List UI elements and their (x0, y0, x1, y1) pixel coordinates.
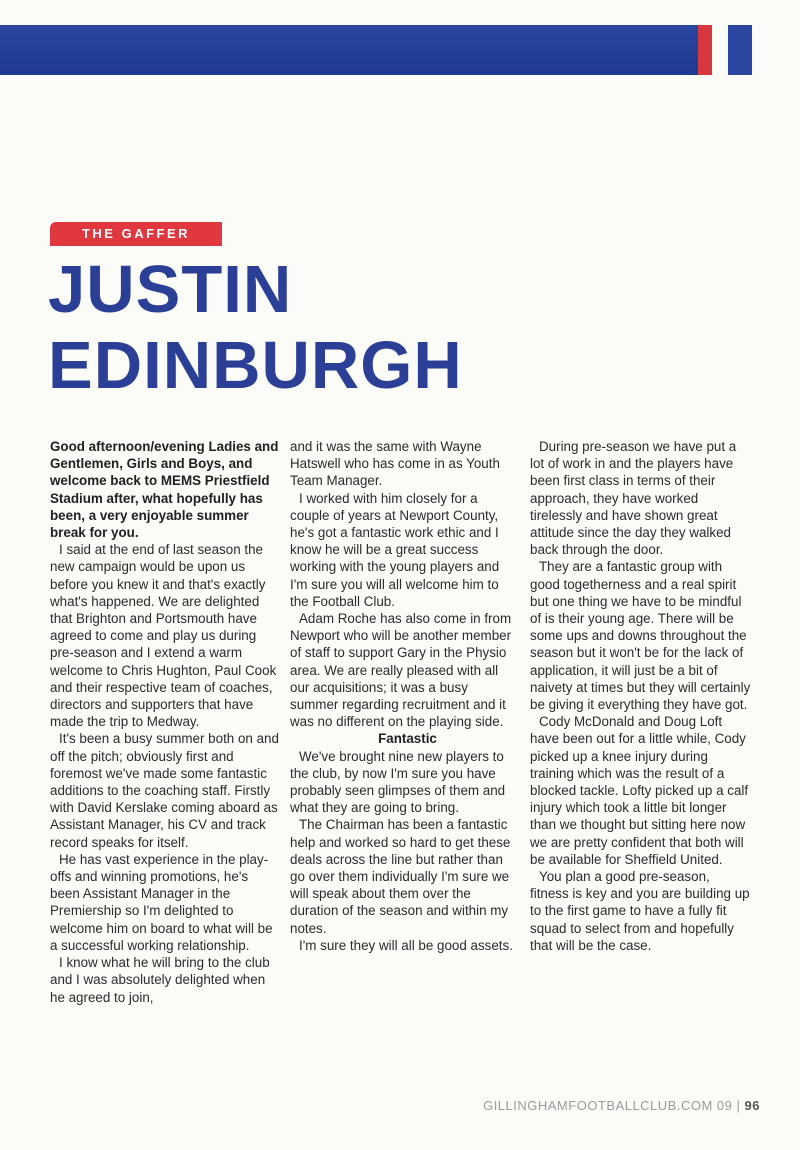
paragraph: I worked with him closely for a couple of years at Newport County, he's got a fantastic work ethic and I know he will be a great success working with the young players and I'm sure you will all welcome him to the Football Club. (290, 490, 500, 609)
band-gap (712, 25, 728, 75)
lead-paragraph: Good afternoon/evening Ladies and Gentlemen, Girls and Boys, and welcome back to MEMS Priestfield Stadium after, what hopefully has been, a very enjoyable summer break for you. (50, 439, 279, 541)
paragraph: We've brought nine new players to the club, by now I'm sure you have probably seen glimpses of them and what they are going to bring. (290, 748, 506, 816)
paragraph: During pre-season we have put a lot of work in and the players have been first class in terms of their approach, they have worked tirelessly and have shown great attitude since the day they walked back through the door. (530, 439, 737, 558)
article-column-3 (530, 438, 752, 954)
paragraph: They are a fantastic group with good togetherness and a real spirit but one thing we have to be mindful of is their young age. There will be some ups and downs throughout the season but it won't be for the lack of application, it will just be a bit of naivety at times but they will certainly be giving it everything they have got. (530, 559, 751, 713)
paragraph: I know what he will bring to the club and I was absolutely delighted when he agreed to join, (50, 955, 270, 1005)
paragraph: and it was the same with Wayne Hatswell who has come in as Youth Team Manager. (290, 439, 500, 489)
paragraph: Cody McDonald and Doug Loft have been out for a little while, Cody picked up a knee injury during training which was the result of a blocked tackle. Lofty picked up a calf injury which took a little bit longer than we thought but sitting here now we are pretty confident that both will be available for Sheffield United. (530, 714, 749, 867)
paragraph: The Chairman has been a fantastic help and worked so hard to get these deals across the line but rather than go over them individually I'm sure we will speak about them over the duration of the season and within my notes. (290, 817, 511, 936)
footer-page-number: 09 (716, 1098, 733, 1113)
paragraph: It's been a busy summer both on and off the pitch; obviously first and foremost we've made some fantastic additions to the coaching staff. Firstly with David Kerslake coming aboard as Assistant Manager, his CV and track record speaks for itself. (50, 731, 279, 850)
red-accent-stripe (698, 25, 712, 75)
headline-line-1: JUSTIN (48, 252, 293, 327)
headline (48, 252, 463, 404)
header-color-band (0, 25, 752, 75)
section-tag: THE GAFFER (50, 222, 222, 246)
paragraph: Adam Roche has also come in from Newport who will be another member of staff to support Gary in the Physio area. We are really pleased with all our acquisitions; it was a busy summer regarding recruitment and it was no different on the playing side. (290, 611, 512, 730)
footer-site: GILLINGHAMFOOTBALLCLUB.COM (483, 1098, 713, 1113)
paragraph: I'm sure they will all be good assets. (299, 937, 513, 953)
footer-divider: | (736, 1098, 741, 1113)
page-footer (480, 1098, 760, 1113)
paragraph: I said at the end of last season the new campaign would be upon us before you knew it and that's exactly what's happened. We are delighted that Brighton and Portsmouth have agreed to come and play us during pre-season and I extend a warm welcome to Chris Hughton, Paul Cook and their respective team of coaches, directors and supporters that have made the trip to Medway. (50, 542, 277, 730)
footer-handwritten-mark: 96 (744, 1098, 760, 1113)
paragraph: You plan a good pre-season, fitness is key and you are building up to the first game to have a fully fit squad to select from and hopefully that will be the case. (530, 869, 750, 953)
subheading: Fantastic (378, 731, 437, 747)
blue-end-stripe (728, 25, 752, 75)
paragraph: He has vast experience in the play-offs and winning promotions, he's been Assistant Manager in the Premiership so I'm delighted to welcome him on board to what will be a successful working relationship. (50, 851, 273, 953)
headline-line-2: EDINBURGH (48, 328, 463, 403)
article-column-1 (50, 438, 280, 1006)
article-column-2 (290, 438, 516, 954)
